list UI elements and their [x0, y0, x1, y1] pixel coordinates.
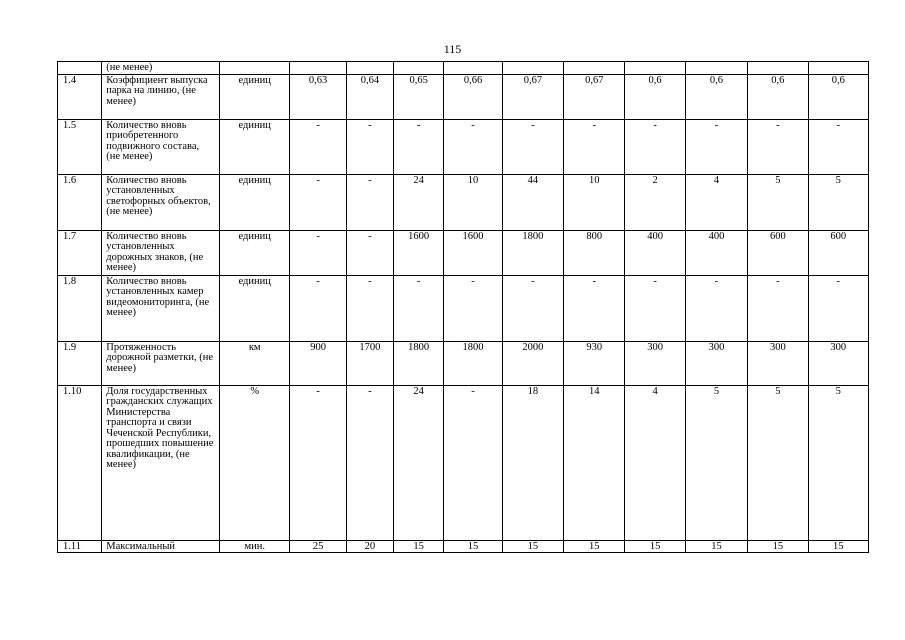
- table-row: [58, 385, 869, 540]
- page-number: 115: [443, 42, 462, 56]
- cell-name: Количество вновь приобретенного подвижного состава, (не менее): [102, 119, 220, 174]
- cell-value: 0,66: [444, 74, 502, 119]
- cell-num: 1.10: [58, 385, 102, 540]
- cell-name: Протяженность дорожной разметки, (не менее): [102, 341, 220, 385]
- cell-value: -: [394, 275, 444, 341]
- cell-value: -: [346, 275, 393, 341]
- cell-num: 1.4: [58, 74, 102, 119]
- cell-value: -: [444, 275, 502, 341]
- cell-value: 44: [502, 174, 563, 230]
- cell-value: 0,67: [502, 74, 563, 119]
- cell-name: Количество вновь установленных камер видеомониторинга, (не менее): [102, 275, 220, 341]
- cell-value: 1800: [502, 230, 563, 275]
- cell-value: 15: [625, 540, 685, 553]
- cell-value: -: [808, 275, 868, 341]
- cell-value: 600: [748, 230, 808, 275]
- cell-value: -: [748, 119, 808, 174]
- cell-value: 1600: [394, 230, 444, 275]
- cell-value: -: [502, 119, 563, 174]
- cell-value: -: [564, 119, 625, 174]
- cell-value: -: [685, 119, 747, 174]
- table-row: [58, 540, 869, 553]
- cell-value: -: [290, 230, 346, 275]
- cell-value: 4: [685, 174, 747, 230]
- cell-value: -: [290, 275, 346, 341]
- cell-value: 15: [444, 540, 502, 553]
- cell-value: 15: [748, 540, 808, 553]
- cell-value: -: [290, 174, 346, 230]
- cell-value: 400: [685, 230, 747, 275]
- cell-value: 10: [564, 174, 625, 230]
- cell-value: 0,6: [685, 74, 747, 119]
- cell-value: 400: [625, 230, 685, 275]
- cell-unit: единиц: [219, 174, 289, 230]
- cell-num: 1.5: [58, 119, 102, 174]
- cell-value: 300: [685, 341, 747, 385]
- cell-value: -: [346, 119, 393, 174]
- cell-value: 5: [808, 174, 868, 230]
- cell-value: 10: [444, 174, 502, 230]
- cell-value: 0,67: [564, 74, 625, 119]
- cell-num: 1.11: [58, 540, 102, 553]
- cell-value: 15: [685, 540, 747, 553]
- cell-num: 1.8: [58, 275, 102, 341]
- cell-unit: единиц: [219, 275, 289, 341]
- cell-value: 5: [808, 385, 868, 540]
- cell-value: -: [346, 230, 393, 275]
- cell-value: 18: [502, 385, 563, 540]
- cell-value: 300: [748, 341, 808, 385]
- cell-num: 1.7: [58, 230, 102, 275]
- cell-value: 5: [748, 174, 808, 230]
- table-row: [58, 275, 869, 341]
- cell-value: 0,65: [394, 74, 444, 119]
- cell-name: (не менее): [102, 62, 220, 75]
- cell-value: 15: [502, 540, 563, 553]
- cell-num: 1.9: [58, 341, 102, 385]
- indicators-table: [57, 61, 869, 553]
- cell-value: 20: [346, 540, 393, 553]
- cell-unit: км: [219, 341, 289, 385]
- cell-value: 930: [564, 341, 625, 385]
- cell-value: 2: [625, 174, 685, 230]
- cell-value: 600: [808, 230, 868, 275]
- table-row-continuation: [58, 62, 869, 75]
- table-row: [58, 341, 869, 385]
- cell-value: 15: [808, 540, 868, 553]
- cell-value: -: [748, 275, 808, 341]
- cell-value: -: [394, 119, 444, 174]
- cell-value: -: [346, 174, 393, 230]
- cell-value: 900: [290, 341, 346, 385]
- cell-value: 300: [625, 341, 685, 385]
- cell-name: Коэффициент выпуска парка на линию, (не менее): [102, 74, 220, 119]
- cell-value: 2000: [502, 341, 563, 385]
- cell-value: 25: [290, 540, 346, 553]
- cell-unit: мин.: [219, 540, 289, 553]
- cell-name: Максимальный: [102, 540, 220, 553]
- cell-value: 15: [394, 540, 444, 553]
- cell-value: 0,6: [625, 74, 685, 119]
- cell-num: 1.6: [58, 174, 102, 230]
- cell-value: -: [346, 385, 393, 540]
- cell-value: -: [290, 385, 346, 540]
- cell-unit: единиц: [219, 119, 289, 174]
- cell-value: 4: [625, 385, 685, 540]
- cell-value: 24: [394, 174, 444, 230]
- table-row: [58, 74, 869, 119]
- cell-value: -: [564, 275, 625, 341]
- cell-value: 24: [394, 385, 444, 540]
- cell-value: -: [808, 119, 868, 174]
- cell-value: -: [444, 385, 502, 540]
- cell-value: 1800: [444, 341, 502, 385]
- cell-value: 1800: [394, 341, 444, 385]
- cell-unit: %: [219, 385, 289, 540]
- cell-value: 800: [564, 230, 625, 275]
- table-row: [58, 119, 869, 174]
- cell-value: -: [444, 119, 502, 174]
- table-row: [58, 174, 869, 230]
- cell-value: 300: [808, 341, 868, 385]
- cell-name: Доля государственных гражданских служащих Министерства транспорта и связи Чеченской Республики, прошедших повышение квалификации, (не менее): [102, 385, 220, 540]
- cell-unit: единиц: [219, 74, 289, 119]
- cell-value: -: [502, 275, 563, 341]
- cell-value: 5: [748, 385, 808, 540]
- cell-value: 0,6: [748, 74, 808, 119]
- cell-unit: единиц: [219, 230, 289, 275]
- cell-value: -: [625, 275, 685, 341]
- cell-name: Количество вновь установленных дорожных знаков, (не менее): [102, 230, 220, 275]
- cell-value: 5: [685, 385, 747, 540]
- cell-name: Количество вновь установленных светофорных объектов, (не менее): [102, 174, 220, 230]
- cell-value: -: [685, 275, 747, 341]
- cell-value: 0,6: [808, 74, 868, 119]
- cell-value: -: [625, 119, 685, 174]
- cell-value: 14: [564, 385, 625, 540]
- cell-num: [58, 62, 102, 75]
- cell-value: 0,63: [290, 74, 346, 119]
- cell-value: -: [290, 119, 346, 174]
- cell-value: 0,64: [346, 74, 393, 119]
- cell-value: 1700: [346, 341, 393, 385]
- table-row: [58, 230, 869, 275]
- cell-value: 1600: [444, 230, 502, 275]
- cell-value: 15: [564, 540, 625, 553]
